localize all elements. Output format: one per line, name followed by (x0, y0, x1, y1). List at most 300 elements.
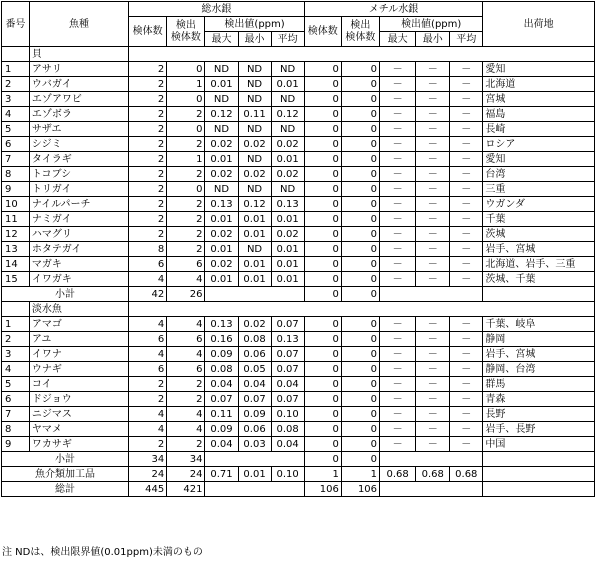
header-methyl-detected-samples: 検出 検体数 (341, 17, 379, 47)
cell-t-avg: 0.01 (271, 77, 304, 92)
cell-m-n: 0 (304, 152, 341, 167)
cell-species: シジミ (29, 137, 128, 152)
cell-t-n: 2 (129, 212, 167, 227)
cell-no: 3 (2, 92, 30, 107)
cell-species: アユ (29, 332, 128, 347)
header-origin: 出荷地 (483, 2, 595, 47)
cell-t-avg: 0.02 (271, 227, 304, 242)
cell-m-min: － (416, 407, 450, 422)
cell-m-n: 0 (304, 377, 341, 392)
cell-t-avg: 0.13 (271, 332, 304, 347)
header-total-samples: 検体数 (129, 17, 167, 47)
cell-no: 6 (2, 137, 30, 152)
processed-row (2, 467, 595, 482)
cell-t-min: 0.01 (238, 212, 271, 227)
cell-origin: ロシア (483, 137, 595, 152)
cell-t-avg: 0.04 (271, 437, 304, 452)
cell-t-n: 2 (129, 92, 167, 107)
subtotal-total-detected: 26 (167, 287, 205, 302)
cell-origin: 茨城 (483, 227, 595, 242)
section-name: 貝 (29, 47, 128, 62)
cell-m-n: 0 (304, 332, 341, 347)
cell-m-avg: － (450, 362, 483, 377)
cell-m-avg: － (450, 107, 483, 122)
cell-t-min: 0.06 (238, 347, 271, 362)
cell-species: サザエ (29, 122, 128, 137)
cell-no: 14 (2, 257, 30, 272)
cell-t-max: 0.16 (205, 332, 238, 347)
cell-t-max: 0.11 (205, 407, 238, 422)
cell-m-max: － (380, 272, 416, 287)
cell-m-max: － (380, 182, 416, 197)
cell-species: ナイルパーチ (29, 197, 128, 212)
cell-t-min: ND (238, 242, 271, 257)
cell-m-d: 0 (341, 227, 379, 242)
cell-m-n: 0 (304, 227, 341, 242)
cell-t-d: 6 (167, 257, 205, 272)
cell-t-d: 2 (167, 107, 205, 122)
table-row (2, 392, 595, 407)
cell-origin: 岩手、宮城 (483, 347, 595, 362)
cell-t-n: 2 (129, 137, 167, 152)
cell-m-n: 0 (304, 392, 341, 407)
grand-total-row (2, 482, 595, 497)
cell-t-d: 2 (167, 212, 205, 227)
cell-m-max: － (380, 137, 416, 152)
cell-t-avg: ND (271, 182, 304, 197)
header-methyl-max: 最大 (380, 32, 416, 47)
cell-t-avg: 0.08 (271, 422, 304, 437)
table-row (2, 92, 595, 107)
cell-m-d: 0 (341, 272, 379, 287)
cell-t-avg: 0.01 (271, 152, 304, 167)
footnote: 注 NDは、検出限界値(0.01ppm)未満のもの (2, 547, 203, 558)
table-row (2, 77, 595, 92)
cell-t-min: ND (238, 62, 271, 77)
cell-t-min: 0.01 (238, 227, 271, 242)
cell-m-min: － (416, 137, 450, 152)
cell-t-min: 0.03 (238, 437, 271, 452)
cell-t-max: 0.07 (205, 392, 238, 407)
header-no: 番号 (2, 2, 30, 47)
cell-origin: 三重 (483, 182, 595, 197)
cell-t-d: 4 (167, 317, 205, 332)
cell-origin: 青森 (483, 392, 595, 407)
cell-m-avg: － (450, 377, 483, 392)
table-row (2, 362, 595, 377)
cell-m-avg: － (450, 257, 483, 272)
cell-m-min: － (416, 422, 450, 437)
cell-species: ハマグリ (29, 227, 128, 242)
cell-origin: 千葉、岐阜 (483, 317, 595, 332)
table-row (2, 152, 595, 167)
cell-species: タイラギ (29, 152, 128, 167)
cell-t-max: 0.01 (205, 212, 238, 227)
section-no-cell (2, 47, 30, 62)
cell-m-min: － (416, 167, 450, 182)
cell-m-d: 0 (341, 197, 379, 212)
cell-m-avg: － (450, 227, 483, 242)
processed-m-min: 0.68 (416, 467, 450, 482)
table-row (2, 182, 595, 197)
cell-t-max: 0.04 (205, 377, 238, 392)
cell-t-d: 2 (167, 137, 205, 152)
cell-m-n: 0 (304, 422, 341, 437)
cell-no: 5 (2, 122, 30, 137)
cell-species: ナミガイ (29, 212, 128, 227)
cell-m-avg: － (450, 92, 483, 107)
cell-m-min: － (416, 182, 450, 197)
cell-m-min: － (416, 92, 450, 107)
table-row (2, 122, 595, 137)
table-row (2, 257, 595, 272)
cell-t-avg: 0.01 (271, 242, 304, 257)
cell-m-n: 0 (304, 182, 341, 197)
cell-t-d: 4 (167, 422, 205, 437)
cell-t-avg: 0.12 (271, 107, 304, 122)
subtotal-methyl-samples: 0 (304, 287, 341, 302)
cell-m-n: 0 (304, 242, 341, 257)
mercury-results-table (1, 1, 595, 497)
cell-t-min: ND (238, 92, 271, 107)
cell-no: 2 (2, 332, 30, 347)
cell-t-max: 0.13 (205, 197, 238, 212)
cell-t-max: 0.01 (205, 272, 238, 287)
cell-t-avg: 0.10 (271, 407, 304, 422)
cell-m-max: － (380, 122, 416, 137)
processed-m-n: 1 (304, 467, 341, 482)
subtotal-methyl-samples: 0 (304, 452, 341, 467)
subtotal-row (2, 452, 595, 467)
processed-t-max: 0.71 (205, 467, 238, 482)
cell-t-avg: 0.01 (271, 272, 304, 287)
cell-t-avg: 0.07 (271, 317, 304, 332)
cell-t-d: 4 (167, 272, 205, 287)
cell-t-n: 2 (129, 62, 167, 77)
cell-origin: 長野 (483, 407, 595, 422)
processed-m-avg: 0.68 (450, 467, 483, 482)
cell-t-min: 0.07 (238, 392, 271, 407)
header-total-detected-value: 検出値(ppm) (205, 17, 304, 32)
cell-t-n: 2 (129, 377, 167, 392)
cell-t-max: ND (205, 122, 238, 137)
cell-m-n: 0 (304, 317, 341, 332)
cell-species: エゾアワビ (29, 92, 128, 107)
cell-t-n: 6 (129, 362, 167, 377)
cell-t-avg: 0.02 (271, 167, 304, 182)
cell-t-n: 2 (129, 167, 167, 182)
cell-t-d: 2 (167, 392, 205, 407)
cell-t-d: 2 (167, 437, 205, 452)
cell-m-min: － (416, 317, 450, 332)
header-total-avg: 平均 (271, 32, 304, 47)
cell-origin: 岩手、長野 (483, 422, 595, 437)
table-row (2, 332, 595, 347)
cell-m-max: － (380, 197, 416, 212)
processed-origin-blank (483, 467, 595, 482)
cell-no: 3 (2, 347, 30, 362)
cell-t-n: 8 (129, 242, 167, 257)
cell-t-avg: 0.01 (271, 212, 304, 227)
cell-t-n: 2 (129, 227, 167, 242)
cell-m-max: － (380, 152, 416, 167)
cell-t-max: 0.02 (205, 257, 238, 272)
cell-m-min: － (416, 197, 450, 212)
cell-t-n: 2 (129, 437, 167, 452)
table-row (2, 227, 595, 242)
cell-origin: 北海道、岩手、三重 (483, 257, 595, 272)
cell-t-avg: 0.01 (271, 257, 304, 272)
section-blank (129, 302, 595, 317)
cell-m-n: 0 (304, 197, 341, 212)
cell-m-min: － (416, 377, 450, 392)
cell-species: ウバガイ (29, 77, 128, 92)
cell-m-d: 0 (341, 422, 379, 437)
cell-m-avg: － (450, 77, 483, 92)
processed-label: 魚介類加工品 (2, 467, 129, 482)
cell-m-n: 0 (304, 107, 341, 122)
subtotal-origin-blank (483, 452, 595, 467)
processed-m-d: 1 (341, 467, 379, 482)
cell-m-n: 0 (304, 62, 341, 77)
cell-m-min: － (416, 107, 450, 122)
cell-no: 6 (2, 392, 30, 407)
header-total-detected-samples: 検出 検体数 (167, 17, 205, 47)
cell-t-d: 0 (167, 62, 205, 77)
section-blank (129, 47, 595, 62)
cell-m-n: 0 (304, 212, 341, 227)
cell-m-d: 0 (341, 332, 379, 347)
cell-m-avg: － (450, 212, 483, 227)
cell-m-d: 0 (341, 362, 379, 377)
cell-origin: 静岡、台湾 (483, 362, 595, 377)
table-row (2, 167, 595, 182)
cell-t-n: 4 (129, 407, 167, 422)
cell-species: エゾボラ (29, 107, 128, 122)
table-row (2, 407, 595, 422)
subtotal-total-samples: 42 (129, 287, 167, 302)
cell-t-avg: 0.04 (271, 377, 304, 392)
cell-t-min: 0.12 (238, 197, 271, 212)
subtotal-total-blank (205, 452, 304, 467)
subtotal-row (2, 287, 595, 302)
cell-origin: 群馬 (483, 377, 595, 392)
cell-no: 9 (2, 182, 30, 197)
cell-origin: 茨城、千葉 (483, 272, 595, 287)
cell-t-max: 0.09 (205, 347, 238, 362)
cell-m-max: － (380, 407, 416, 422)
cell-m-n: 0 (304, 407, 341, 422)
cell-t-d: 4 (167, 347, 205, 362)
header-methyl-min: 最小 (416, 32, 450, 47)
cell-t-min: 0.08 (238, 332, 271, 347)
cell-t-max: 0.01 (205, 152, 238, 167)
table-row (2, 62, 595, 77)
cell-origin: 台湾 (483, 167, 595, 182)
cell-no: 8 (2, 167, 30, 182)
cell-m-d: 0 (341, 137, 379, 152)
cell-species: イワナ (29, 347, 128, 362)
grand-total-total-samples: 445 (129, 482, 167, 497)
cell-t-d: 0 (167, 122, 205, 137)
cell-t-d: 2 (167, 167, 205, 182)
subtotal-label: 小計 (2, 452, 129, 467)
cell-m-avg: － (450, 347, 483, 362)
cell-t-d: 1 (167, 77, 205, 92)
cell-t-d: 2 (167, 197, 205, 212)
cell-t-min: 0.05 (238, 362, 271, 377)
cell-t-min: 0.11 (238, 107, 271, 122)
cell-species: イワガキ (29, 272, 128, 287)
grand-total-methyl-blank (380, 482, 483, 497)
cell-t-n: 4 (129, 347, 167, 362)
cell-m-d: 0 (341, 62, 379, 77)
cell-species: ニジマス (29, 407, 128, 422)
cell-no: 15 (2, 272, 30, 287)
cell-m-avg: － (450, 167, 483, 182)
cell-t-min: ND (238, 182, 271, 197)
cell-no: 13 (2, 242, 30, 257)
section-name: 淡水魚 (29, 302, 128, 317)
cell-m-max: － (380, 392, 416, 407)
cell-no: 7 (2, 407, 30, 422)
grand-total-methyl-detected: 106 (341, 482, 379, 497)
cell-m-d: 0 (341, 182, 379, 197)
cell-m-d: 0 (341, 77, 379, 92)
cell-m-d: 0 (341, 107, 379, 122)
grand-total-label: 総計 (2, 482, 129, 497)
cell-m-avg: － (450, 422, 483, 437)
cell-m-max: － (380, 167, 416, 182)
cell-t-min: ND (238, 77, 271, 92)
cell-t-max: ND (205, 182, 238, 197)
cell-m-avg: － (450, 332, 483, 347)
subtotal-methyl-blank (380, 452, 483, 467)
cell-m-max: － (380, 422, 416, 437)
cell-m-avg: － (450, 317, 483, 332)
subtotal-label: 小計 (2, 287, 129, 302)
cell-m-d: 0 (341, 437, 379, 452)
cell-species: トリガイ (29, 182, 128, 197)
table-header (2, 2, 595, 47)
cell-t-avg: ND (271, 122, 304, 137)
grand-total-origin-blank (483, 482, 595, 497)
cell-m-avg: － (450, 437, 483, 452)
cell-t-avg: 0.07 (271, 347, 304, 362)
cell-t-n: 2 (129, 182, 167, 197)
cell-t-n: 2 (129, 107, 167, 122)
cell-m-d: 0 (341, 377, 379, 392)
cell-no: 12 (2, 227, 30, 242)
cell-species: ヤマメ (29, 422, 128, 437)
cell-t-d: 6 (167, 362, 205, 377)
grand-total-methyl-samples: 106 (304, 482, 341, 497)
cell-m-max: － (380, 437, 416, 452)
header-total-max: 最大 (205, 32, 238, 47)
table-row (2, 437, 595, 452)
cell-m-max: － (380, 227, 416, 242)
cell-m-n: 0 (304, 362, 341, 377)
cell-t-min: 0.02 (238, 317, 271, 332)
cell-t-d: 1 (167, 152, 205, 167)
cell-no: 2 (2, 77, 30, 92)
cell-origin: 愛知 (483, 62, 595, 77)
cell-m-n: 0 (304, 167, 341, 182)
cell-species: ワカサギ (29, 437, 128, 452)
cell-t-max: 0.08 (205, 362, 238, 377)
cell-t-min: 0.01 (238, 257, 271, 272)
cell-m-d: 0 (341, 212, 379, 227)
subtotal-methyl-detected: 0 (341, 287, 379, 302)
cell-t-max: ND (205, 92, 238, 107)
cell-t-min: 0.04 (238, 377, 271, 392)
cell-t-d: 2 (167, 377, 205, 392)
cell-t-n: 2 (129, 77, 167, 92)
cell-origin: 愛知 (483, 152, 595, 167)
cell-m-min: － (416, 437, 450, 452)
table-row (2, 242, 595, 257)
cell-m-max: － (380, 92, 416, 107)
cell-t-max: 0.01 (205, 242, 238, 257)
cell-m-max: － (380, 107, 416, 122)
cell-m-n: 0 (304, 347, 341, 362)
table-row (2, 317, 595, 332)
cell-m-d: 0 (341, 257, 379, 272)
cell-m-d: 0 (341, 347, 379, 362)
subtotal-total-samples: 34 (129, 452, 167, 467)
grand-total-total-blank (205, 482, 304, 497)
cell-m-d: 0 (341, 407, 379, 422)
cell-m-min: － (416, 122, 450, 137)
cell-m-max: － (380, 377, 416, 392)
cell-m-max: － (380, 332, 416, 347)
cell-t-max: ND (205, 62, 238, 77)
cell-t-n: 6 (129, 257, 167, 272)
cell-m-max: － (380, 77, 416, 92)
cell-m-avg: － (450, 242, 483, 257)
section-header-row (2, 302, 595, 317)
table-row (2, 197, 595, 212)
section-no-cell (2, 302, 30, 317)
table-row (2, 137, 595, 152)
cell-m-max: － (380, 362, 416, 377)
cell-m-d: 0 (341, 242, 379, 257)
cell-t-d: 4 (167, 407, 205, 422)
table-body (2, 47, 595, 497)
cell-no: 7 (2, 152, 30, 167)
cell-m-avg: － (450, 137, 483, 152)
cell-origin: 静岡 (483, 332, 595, 347)
cell-m-min: － (416, 212, 450, 227)
cell-m-n: 0 (304, 77, 341, 92)
cell-t-avg: ND (271, 92, 304, 107)
cell-t-min: ND (238, 122, 271, 137)
cell-m-min: － (416, 152, 450, 167)
cell-m-min: － (416, 242, 450, 257)
cell-species: ドジョウ (29, 392, 128, 407)
cell-m-avg: － (450, 122, 483, 137)
table-row (2, 212, 595, 227)
cell-m-avg: － (450, 152, 483, 167)
subtotal-total-blank (205, 287, 304, 302)
cell-m-d: 0 (341, 392, 379, 407)
cell-t-n: 6 (129, 332, 167, 347)
subtotal-methyl-detected: 0 (341, 452, 379, 467)
cell-no: 10 (2, 197, 30, 212)
cell-t-min: ND (238, 152, 271, 167)
cell-m-min: － (416, 362, 450, 377)
cell-t-d: 0 (167, 92, 205, 107)
